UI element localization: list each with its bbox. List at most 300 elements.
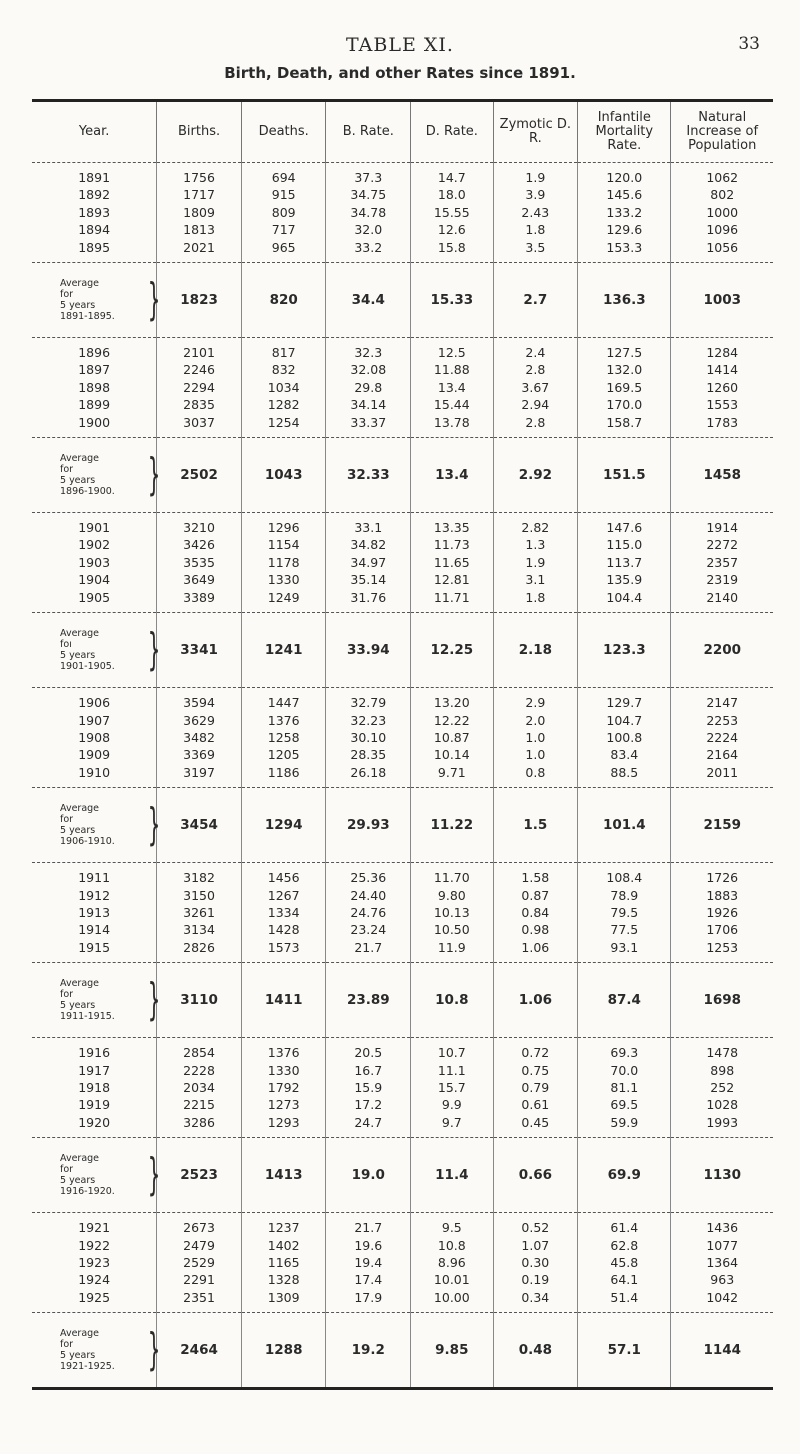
cell-death-rate: 15.7	[411, 1079, 493, 1096]
table-row	[32, 921, 773, 938]
cell-births: 3594	[157, 694, 242, 711]
cell-birth-rate: 28.35	[326, 746, 411, 763]
cell-deaths: 1154	[241, 536, 326, 553]
cell-death-rate: 9.9	[411, 1096, 493, 1113]
cell-zymotic: 0.34	[493, 1289, 578, 1306]
cell-deaths: 1034	[241, 379, 326, 396]
average-infant-mortality: 151.5	[578, 438, 671, 513]
average-natural-increase: 1130	[671, 1138, 773, 1213]
cell-zymotic: 2.43	[493, 204, 578, 221]
average-label-line: 5 years	[60, 1350, 96, 1362]
average-zymotic: 2.92	[493, 438, 578, 513]
cell-infant-mortality: 51.4	[578, 1289, 671, 1306]
cell-year: 1891	[78, 170, 111, 185]
average-infant-mortality: 136.3	[578, 263, 671, 338]
cell-death-rate: 11.73	[411, 536, 493, 553]
table-subtitle: Birth, Death, and other Rates since 1891.	[224, 64, 576, 82]
cell-death-rate: 9.5	[411, 1219, 493, 1236]
average-label-line: 1906-1910.	[60, 836, 115, 848]
cell-birth-rate: 24.7	[326, 1114, 411, 1131]
cell-zymotic: 2.82	[493, 519, 578, 536]
table-row	[32, 554, 773, 571]
cell-birth-rate: 31.76	[326, 589, 411, 606]
cell-year: 1925	[78, 1289, 111, 1305]
cell-natural-increase: 1414	[671, 361, 773, 378]
cell-death-rate: 10.7	[411, 1044, 493, 1061]
average-infant-mortality: 123.3	[578, 613, 671, 688]
cell-death-rate: 13.35	[411, 519, 493, 536]
cell-zymotic: 2.8	[493, 414, 578, 431]
average-label	[32, 963, 161, 1038]
table-row	[32, 344, 773, 361]
cell-deaths: 915	[241, 186, 326, 203]
cell-zymotic: 2.94	[493, 396, 578, 413]
cell-year: 1918	[78, 1079, 111, 1095]
cell-natural-increase: 2164	[671, 746, 773, 763]
table-row	[32, 221, 773, 238]
table-row	[32, 694, 773, 711]
col-infant-mortality: Infantile Mortality Rate.	[578, 101, 671, 163]
cell-natural-increase: 1706	[671, 921, 773, 938]
average-label	[32, 788, 161, 863]
cell-natural-increase: 1783	[671, 414, 773, 431]
cell-birth-rate: 19.4	[326, 1254, 411, 1271]
average-label-line: 5 years	[60, 650, 96, 662]
cell-zymotic: 2.8	[493, 361, 578, 378]
average-births: 2502	[157, 438, 242, 513]
cell-zymotic: 2.4	[493, 344, 578, 361]
average-natural-increase: 1144	[671, 1313, 773, 1389]
cell-births: 2854	[157, 1044, 242, 1061]
table-row	[32, 712, 773, 729]
cell-death-rate: 10.50	[411, 921, 493, 938]
average-label-line: for	[60, 464, 74, 476]
cell-deaths: 1456	[241, 869, 326, 886]
cell-infant-mortality: 113.7	[578, 554, 671, 571]
cell-deaths: 1330	[241, 571, 326, 588]
cell-zymotic: 1.0	[493, 729, 578, 746]
cell-year: 1898	[78, 379, 111, 395]
average-label-line: 5 years	[60, 1000, 96, 1012]
average-birth-rate: 23.89	[326, 963, 411, 1038]
average-label-line: 5 years	[60, 475, 96, 487]
cell-births: 3535	[157, 554, 242, 571]
cell-deaths: 1178	[241, 554, 326, 571]
header-row	[32, 101, 773, 163]
cell-birth-rate: 21.7	[326, 1219, 411, 1236]
cell-birth-rate: 24.76	[326, 904, 411, 921]
table-row	[32, 519, 773, 536]
table-row	[32, 396, 773, 413]
table-row	[32, 589, 773, 606]
cell-natural-increase: 2011	[671, 764, 773, 781]
cell-year: 1917	[78, 1062, 111, 1078]
cell-births: 2246	[157, 361, 242, 378]
cell-death-rate: 12.6	[411, 221, 493, 238]
col-natural-increase: Natural Increase of Population	[671, 101, 773, 163]
cell-infant-mortality: 79.5	[578, 904, 671, 921]
cell-infant-mortality: 169.5	[578, 379, 671, 396]
cell-death-rate: 8.96	[411, 1254, 493, 1271]
cell-death-rate: 13.20	[411, 694, 493, 711]
cell-zymotic: 0.30	[493, 1254, 578, 1271]
cell-year: 1923	[78, 1255, 111, 1270]
cell-zymotic: 1.58	[493, 869, 578, 886]
cell-death-rate: 13.4	[411, 379, 493, 396]
cell-infant-mortality: 145.6	[578, 186, 671, 203]
average-label	[32, 263, 161, 338]
cell-natural-increase: 2272	[671, 536, 773, 553]
average-label-line: foı	[60, 639, 72, 651]
cell-infant-mortality: 69.3	[578, 1044, 671, 1061]
cell-death-rate: 10.00	[411, 1289, 493, 1306]
cell-year: 1903	[78, 554, 111, 570]
table-row	[32, 939, 773, 956]
cell-zymotic: 1.9	[493, 554, 578, 571]
col-birth-rate: B. Rate.	[326, 101, 411, 163]
cell-zymotic: 3.1	[493, 571, 578, 588]
average-natural-increase: 2159	[671, 788, 773, 863]
table-row	[32, 536, 773, 553]
cell-deaths: 1205	[241, 746, 326, 763]
average-label	[32, 1313, 161, 1389]
cell-death-rate: 10.8	[411, 1237, 493, 1254]
cell-infant-mortality: 120.0	[578, 169, 671, 186]
cell-year: 1920	[78, 1114, 111, 1130]
cell-infant-mortality: 59.9	[578, 1114, 671, 1131]
cell-births: 2294	[157, 379, 242, 396]
cell-death-rate: 13.78	[411, 414, 493, 431]
average-births: 2464	[157, 1313, 242, 1389]
cell-deaths: 965	[241, 239, 326, 256]
average-birth-rate: 32.33	[326, 438, 411, 513]
brace-icon: }	[147, 974, 161, 1026]
cell-births: 2479	[157, 1237, 242, 1254]
cell-births: 2826	[157, 939, 242, 956]
average-infant-mortality: 87.4	[578, 963, 671, 1038]
cell-birth-rate: 17.9	[326, 1289, 411, 1306]
cell-birth-rate: 32.79	[326, 694, 411, 711]
cell-natural-increase: 1096	[671, 221, 773, 238]
cell-natural-increase: 1478	[671, 1044, 773, 1061]
cell-birth-rate: 34.97	[326, 554, 411, 571]
average-label-line: 5 years	[60, 300, 96, 312]
table-row	[32, 729, 773, 746]
cell-zymotic: 0.98	[493, 921, 578, 938]
average-birth-rate: 19.2	[326, 1313, 411, 1389]
cell-infant-mortality: 104.7	[578, 712, 671, 729]
cell-zymotic: 1.0	[493, 746, 578, 763]
cell-infant-mortality: 45.8	[578, 1254, 671, 1271]
cell-natural-increase: 898	[671, 1062, 773, 1079]
cell-infant-mortality: 132.0	[578, 361, 671, 378]
cell-death-rate: 11.71	[411, 589, 493, 606]
average-natural-increase: 1698	[671, 963, 773, 1038]
cell-zymotic: 3.9	[493, 186, 578, 203]
cell-birth-rate: 15.9	[326, 1079, 411, 1096]
cell-year: 1895	[78, 239, 111, 255]
cell-births: 3426	[157, 536, 242, 553]
cell-deaths: 1309	[241, 1289, 326, 1306]
table-row	[32, 239, 773, 256]
cell-infant-mortality: 153.3	[578, 239, 671, 256]
cell-year: 1900	[78, 414, 111, 430]
cell-infant-mortality: 93.1	[578, 939, 671, 956]
cell-deaths: 1402	[241, 1237, 326, 1254]
cell-deaths: 1273	[241, 1096, 326, 1113]
cell-year: 1921	[78, 1220, 111, 1236]
cell-death-rate: 12.22	[411, 712, 493, 729]
cell-death-rate: 15.44	[411, 396, 493, 413]
cell-year: 1893	[78, 204, 111, 220]
average-label-line: 1921-1925.	[60, 1361, 115, 1373]
average-zymotic: 2.7	[493, 263, 578, 338]
cell-infant-mortality: 61.4	[578, 1219, 671, 1236]
cell-year: 1896	[78, 345, 111, 361]
average-label-line: Average	[60, 978, 100, 990]
cell-deaths: 1249	[241, 589, 326, 606]
average-natural-increase: 1003	[671, 263, 773, 338]
cell-deaths: 694	[241, 169, 326, 186]
cell-birth-rate: 34.75	[326, 186, 411, 203]
cell-birth-rate: 33.1	[326, 519, 411, 536]
average-row	[32, 1138, 773, 1213]
cell-birth-rate: 19.6	[326, 1237, 411, 1254]
cell-birth-rate: 33.2	[326, 239, 411, 256]
average-label-line: for	[60, 1164, 74, 1176]
cell-death-rate: 9.7	[411, 1114, 493, 1131]
cell-births: 1809	[157, 204, 242, 221]
cell-birth-rate: 17.4	[326, 1271, 411, 1288]
average-zymotic: 0.48	[493, 1313, 578, 1389]
cell-natural-increase: 2147	[671, 694, 773, 711]
average-death-rate: 11.22	[411, 788, 493, 863]
cell-natural-increase: 1883	[671, 887, 773, 904]
table-row	[32, 414, 773, 431]
average-births: 3110	[157, 963, 242, 1038]
cell-natural-increase: 2253	[671, 712, 773, 729]
table-row	[32, 1079, 773, 1096]
cell-birth-rate: 34.14	[326, 396, 411, 413]
average-row	[32, 438, 773, 513]
cell-year: 1910	[78, 764, 111, 780]
cell-births: 3649	[157, 571, 242, 588]
cell-death-rate: 10.87	[411, 729, 493, 746]
cell-births: 3369	[157, 746, 242, 763]
cell-births: 2021	[157, 239, 242, 256]
table-row	[32, 1254, 773, 1271]
cell-natural-increase: 1062	[671, 169, 773, 186]
cell-infant-mortality: 81.1	[578, 1079, 671, 1096]
cell-year: 1914	[78, 922, 111, 938]
cell-infant-mortality: 78.9	[578, 887, 671, 904]
cell-deaths: 1296	[241, 519, 326, 536]
cell-year: 1912	[78, 887, 111, 903]
cell-births: 3134	[157, 921, 242, 938]
cell-infant-mortality: 62.8	[578, 1237, 671, 1254]
cell-death-rate: 15.8	[411, 239, 493, 256]
average-deaths: 1413	[241, 1138, 326, 1213]
cell-zymotic: 1.3	[493, 536, 578, 553]
average-births: 3341	[157, 613, 242, 688]
cell-zymotic: 0.19	[493, 1271, 578, 1288]
cell-death-rate: 10.01	[411, 1271, 493, 1288]
cell-year: 1902	[78, 537, 111, 553]
cell-zymotic: 3.5	[493, 239, 578, 256]
average-label-line: 5 years	[60, 1175, 96, 1187]
cell-year: 1907	[78, 712, 111, 728]
average-label-line: 1891-1895.	[60, 311, 115, 323]
brace-icon: }	[147, 624, 161, 676]
cell-birth-rate: 32.23	[326, 712, 411, 729]
cell-birth-rate: 32.0	[326, 221, 411, 238]
table-row	[32, 1062, 773, 1079]
cell-birth-rate: 32.08	[326, 361, 411, 378]
cell-infant-mortality: 115.0	[578, 536, 671, 553]
average-births: 3454	[157, 788, 242, 863]
cell-zymotic: 1.06	[493, 939, 578, 956]
average-label-line: for	[60, 989, 74, 1001]
cell-natural-increase: 1042	[671, 1289, 773, 1306]
cell-birth-rate: 17.2	[326, 1096, 411, 1113]
col-death-rate: D. Rate.	[411, 101, 493, 163]
cell-deaths: 717	[241, 221, 326, 238]
average-label-line: Average	[60, 278, 100, 290]
average-row	[32, 263, 773, 338]
cell-births: 3037	[157, 414, 242, 431]
cell-birth-rate: 21.7	[326, 939, 411, 956]
cell-deaths: 809	[241, 204, 326, 221]
table-row	[32, 571, 773, 588]
cell-death-rate: 9.80	[411, 887, 493, 904]
table-row	[32, 379, 773, 396]
cell-death-rate: 11.9	[411, 939, 493, 956]
cell-births: 2215	[157, 1096, 242, 1113]
average-label-line: 5 years	[60, 825, 96, 837]
average-row	[32, 788, 773, 863]
cell-natural-increase: 1926	[671, 904, 773, 921]
col-births: Births.	[157, 101, 242, 163]
cell-births: 2228	[157, 1062, 242, 1079]
cell-natural-increase: 1364	[671, 1254, 773, 1271]
average-death-rate: 13.4	[411, 438, 493, 513]
cell-births: 2673	[157, 1219, 242, 1236]
cell-natural-increase: 1056	[671, 239, 773, 256]
table-row	[32, 746, 773, 763]
cell-births: 1813	[157, 221, 242, 238]
cell-infant-mortality: 69.5	[578, 1096, 671, 1113]
average-natural-increase: 2200	[671, 613, 773, 688]
average-death-rate: 10.8	[411, 963, 493, 1038]
cell-zymotic: 0.72	[493, 1044, 578, 1061]
table-row	[32, 204, 773, 221]
brace-icon: }	[147, 274, 161, 326]
cell-death-rate: 11.1	[411, 1062, 493, 1079]
average-label	[32, 1138, 161, 1213]
average-deaths: 1288	[241, 1313, 326, 1389]
cell-deaths: 1267	[241, 887, 326, 904]
cell-births: 2351	[157, 1289, 242, 1306]
cell-natural-increase: 1000	[671, 204, 773, 221]
average-label-line: 1916-1920.	[60, 1186, 115, 1198]
table-row	[32, 361, 773, 378]
table-row	[32, 1114, 773, 1131]
cell-death-rate: 15.55	[411, 204, 493, 221]
cell-year: 1924	[78, 1272, 111, 1288]
cell-deaths: 1282	[241, 396, 326, 413]
cell-deaths: 1330	[241, 1062, 326, 1079]
average-deaths: 1241	[241, 613, 326, 688]
average-infant-mortality: 69.9	[578, 1138, 671, 1213]
cell-year: 1915	[78, 939, 111, 955]
cell-infant-mortality: 170.0	[578, 396, 671, 413]
average-death-rate: 11.4	[411, 1138, 493, 1213]
average-infant-mortality: 57.1	[578, 1313, 671, 1389]
cell-infant-mortality: 77.5	[578, 921, 671, 938]
cell-birth-rate: 30.10	[326, 729, 411, 746]
average-label-line: for	[60, 1339, 74, 1351]
cell-birth-rate: 33.37	[326, 414, 411, 431]
cell-infant-mortality: 64.1	[578, 1271, 671, 1288]
cell-zymotic: 1.07	[493, 1237, 578, 1254]
rates-table	[32, 99, 773, 1390]
cell-death-rate: 11.88	[411, 361, 493, 378]
cell-death-rate: 18.0	[411, 186, 493, 203]
cell-year: 1892	[78, 187, 111, 203]
average-row	[32, 963, 773, 1038]
cell-births: 2835	[157, 396, 242, 413]
cell-infant-mortality: 88.5	[578, 764, 671, 781]
cell-zymotic: 0.52	[493, 1219, 578, 1236]
cell-infant-mortality: 70.0	[578, 1062, 671, 1079]
cell-natural-increase: 2140	[671, 589, 773, 606]
cell-year: 1899	[78, 397, 111, 413]
cell-zymotic: 2.0	[493, 712, 578, 729]
average-death-rate: 12.25	[411, 613, 493, 688]
cell-death-rate: 9.71	[411, 764, 493, 781]
cell-deaths: 1573	[241, 939, 326, 956]
average-row	[32, 1313, 773, 1389]
cell-year: 1913	[78, 904, 111, 920]
cell-year: 1916	[78, 1045, 111, 1061]
cell-year: 1897	[78, 362, 111, 378]
col-zymotic: Zymotic D. R.	[493, 101, 578, 163]
cell-natural-increase: 1077	[671, 1237, 773, 1254]
average-zymotic: 1.06	[493, 963, 578, 1038]
cell-natural-increase: 1914	[671, 519, 773, 536]
cell-deaths: 1258	[241, 729, 326, 746]
average-birth-rate: 33.94	[326, 613, 411, 688]
cell-births: 3150	[157, 887, 242, 904]
cell-zymotic: 0.84	[493, 904, 578, 921]
table-row	[32, 1096, 773, 1113]
cell-deaths: 1165	[241, 1254, 326, 1271]
cell-death-rate: 10.14	[411, 746, 493, 763]
cell-year: 1894	[78, 222, 111, 238]
cell-birth-rate: 37.3	[326, 169, 411, 186]
cell-death-rate: 14.7	[411, 169, 493, 186]
cell-death-rate: 12.81	[411, 571, 493, 588]
cell-deaths: 1334	[241, 904, 326, 921]
cell-infant-mortality: 104.4	[578, 589, 671, 606]
average-zymotic: 1.5	[493, 788, 578, 863]
table-row	[32, 1044, 773, 1061]
average-label-line: Average	[60, 1153, 100, 1165]
cell-zymotic: 1.8	[493, 221, 578, 238]
cell-births: 1756	[157, 169, 242, 186]
average-label-line: for	[60, 814, 74, 826]
cell-births: 3210	[157, 519, 242, 536]
